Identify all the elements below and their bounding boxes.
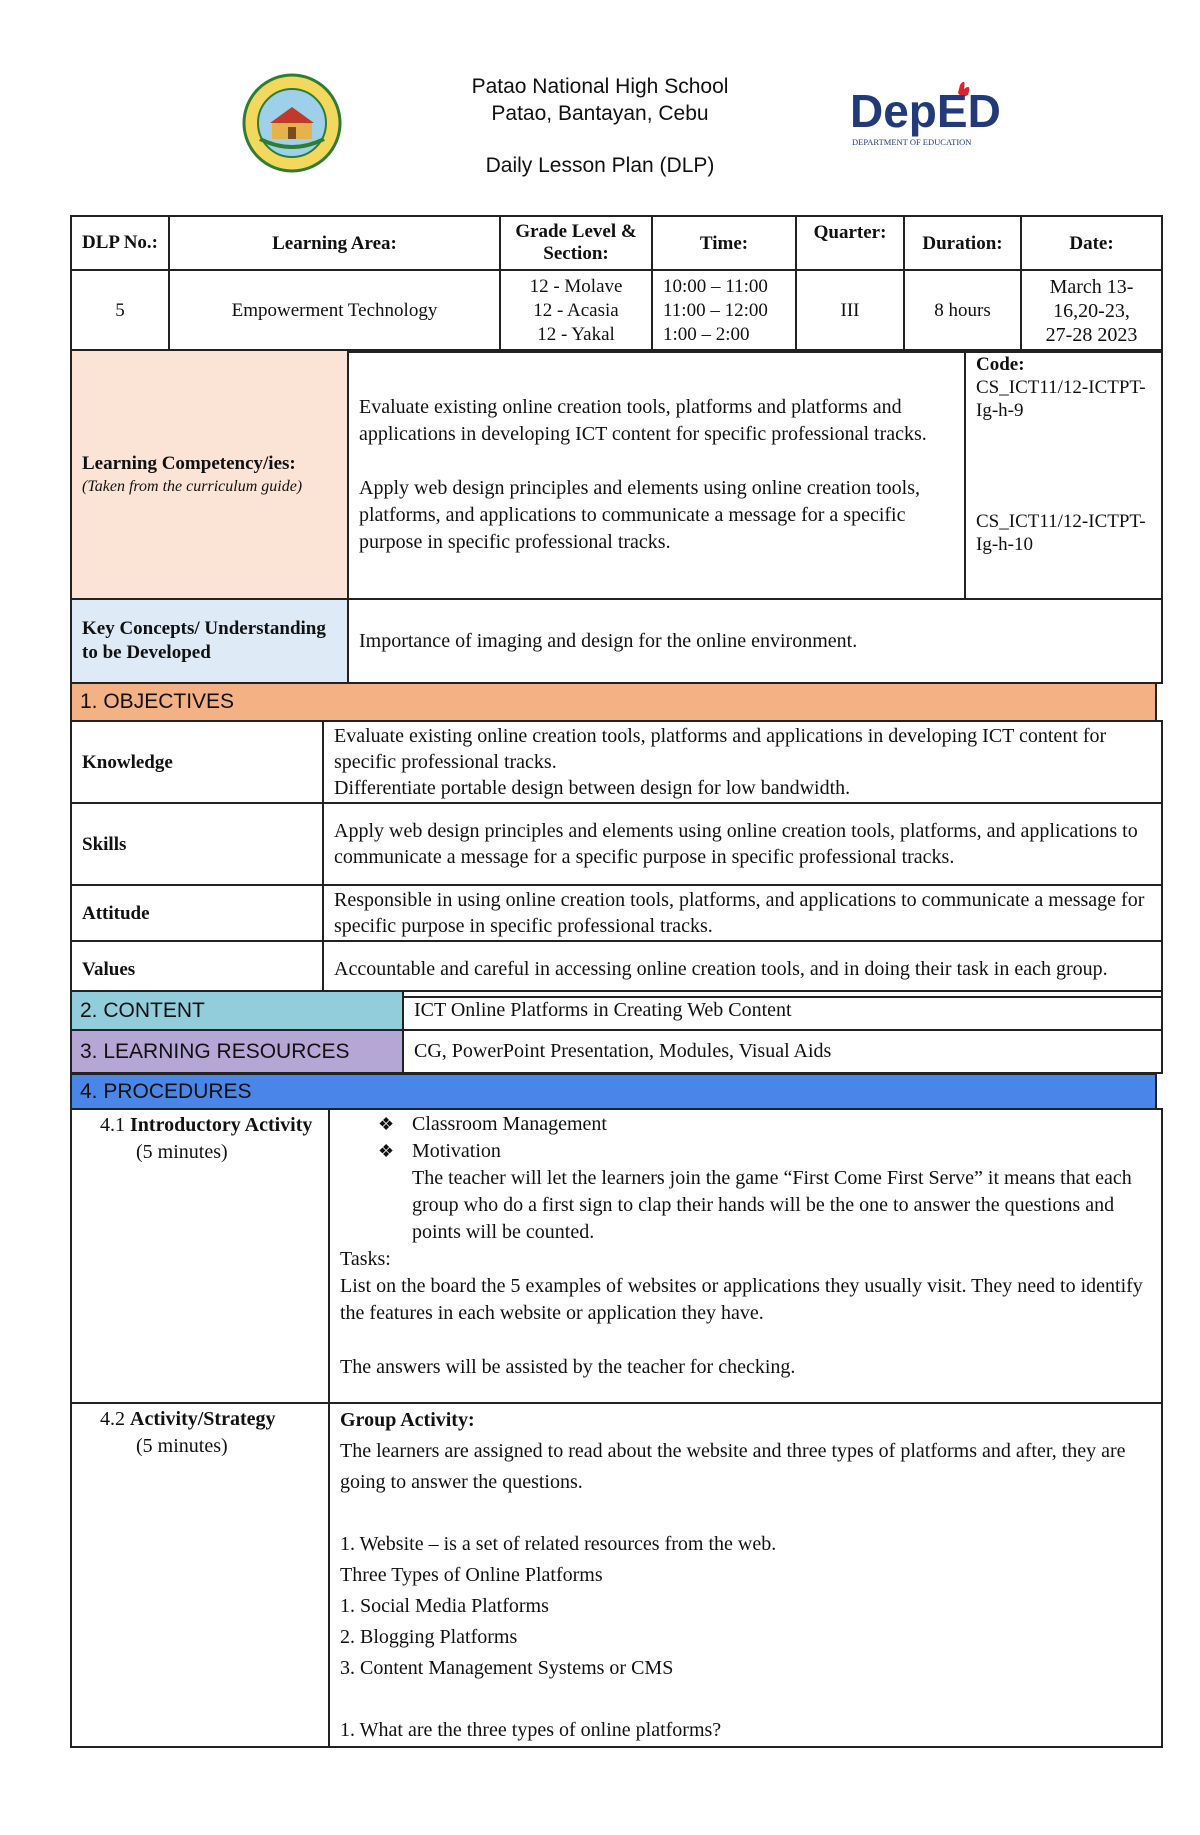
question-1: 1. What are the three types of online platforms?: [340, 1719, 722, 1741]
objective-text-knowledge: [323, 721, 1162, 803]
competency-label: Learning Competency/ies:: [82, 452, 296, 474]
website-definition: 1. Website – is a set of related resources from the web.: [340, 1533, 777, 1555]
answers-text: The answers will be assisted by the teacher for checking.: [340, 1356, 796, 1378]
header-time: Time:: [652, 216, 796, 270]
platform-types-title: Three Types of Online Platforms: [340, 1564, 603, 1586]
activity-label: Activity/Strategy: [130, 1408, 276, 1430]
school-seal-logo: [242, 73, 342, 173]
deped-logo: [848, 75, 1013, 155]
activity-content-cell: [329, 1403, 1162, 1747]
intro-label: Introductory Activity: [130, 1114, 313, 1136]
platform-type-item: 1. Social Media Platforms: [340, 1595, 549, 1617]
diamond-bullet-icon: ❖: [378, 1114, 395, 1134]
header-dlp-no: DLP No.:: [71, 216, 169, 270]
dates-cell: [1021, 270, 1162, 352]
learning-area-value: Empowerment Technology: [169, 270, 500, 352]
header-learning-area: Learning Area:: [169, 216, 500, 270]
lesson-info-table: [70, 215, 1163, 353]
time-item: 10:00 – 11:00: [663, 276, 768, 297]
time-item: 11:00 – 12:00: [663, 300, 768, 321]
bullet-text: Motivation: [412, 1140, 501, 1162]
quarter-value: III: [796, 270, 904, 352]
tasks-text: List on the board the 5 examples of websites or applications they usually visit. They need to identify the features in each website or application they have.: [340, 1275, 1143, 1324]
dlp-number: 5: [71, 270, 169, 352]
intro-bullets: [340, 1111, 1151, 1246]
date-item: 27-28 2023: [1045, 324, 1138, 346]
bullet-motivation: [340, 1138, 1151, 1165]
objectives-title: 1. OBJECTIVES: [80, 690, 235, 713]
tasks-label: Tasks:: [340, 1248, 391, 1270]
competency-text-cell: [348, 350, 965, 599]
code-1: CS_ICT11/12-ICTPT-Ig-h-9: [976, 377, 1146, 421]
procedures-table: [70, 1108, 1163, 1748]
objective-text-skills: Apply web design principles and elements using online creation tools, platforms, and applications to communicate a message for a specific purpose in specific professional tracks.: [323, 803, 1162, 885]
date-item: March 13-: [1049, 276, 1134, 298]
intro-minutes: (5 minutes): [136, 1141, 228, 1163]
duration-value: 8 hours: [904, 270, 1021, 352]
objective-label-attitude: Attitude: [71, 885, 323, 941]
section-item: 12 - Molave: [529, 276, 623, 297]
times-cell: [652, 270, 796, 352]
objective-text: Evaluate existing online creation tools, platforms and applications in developing ICT content for specific professional tracks.: [334, 725, 1107, 773]
content-table: [70, 990, 1163, 1074]
objectives-table: [70, 720, 1163, 998]
objective-label-skills: Skills: [71, 803, 323, 885]
section-item: 12 - Yakal: [537, 324, 615, 345]
key-concepts-label: Key Concepts/ Understanding to be Developed: [71, 599, 348, 683]
time-item: 1:00 – 2:00: [663, 324, 750, 345]
motivation-text-content: The teacher will let the learners join the game “First Come First Serve” it means that each group who do a first sign to clap their hands will be the one to answer the questions and points will be counted.: [412, 1167, 1132, 1243]
content-title: 2. CONTENT: [71, 991, 403, 1030]
objective-text-2: Differentiate portable design between design for low bandwidth.: [334, 777, 851, 799]
document-header: [0, 0, 1200, 210]
header-duration: Duration:: [904, 216, 1021, 270]
bullet-classroom-management: [340, 1111, 1151, 1138]
key-concepts-text: Importance of imaging and design for the online environment.: [348, 599, 1162, 683]
activity-num: 4.2: [100, 1408, 125, 1430]
intro-content-cell: [329, 1109, 1162, 1403]
sections-cell: [500, 270, 652, 352]
competency-text-2: Apply web design principles and elements using online creation tools, platforms, and applications to communicate a message for a specific purpose in specific professional tracks.: [359, 476, 920, 553]
document-title: Daily Lesson Plan (DLP): [485, 154, 715, 177]
svg-text:DEPARTMENT OF EDUCATION: DEPARTMENT OF EDUCATION: [852, 137, 972, 147]
competency-sublabel: (Taken from the curriculum guide): [82, 477, 303, 495]
resources-text: CG, PowerPoint Presentation, Modules, Visual Aids: [403, 1030, 1162, 1073]
section-item: 12 - Acasia: [533, 300, 619, 321]
date-item: 16,20-23,: [1053, 300, 1130, 322]
platform-type-item: 3. Content Management Systems or CMS: [340, 1657, 674, 1679]
competency-table: [70, 349, 1163, 684]
intro-num: 4.1: [100, 1114, 125, 1136]
header-grade-level: Grade Level & Section:: [500, 216, 652, 270]
activity-label-cell: [71, 1403, 329, 1747]
objective-text-values: Accountable and careful in accessing online creation tools, and in doing their task in each group.: [323, 941, 1162, 997]
resources-title: 3. LEARNING RESOURCES: [71, 1030, 403, 1073]
procedures-section-bar: [70, 1073, 1157, 1110]
group-activity-label: Group Activity:: [340, 1409, 475, 1431]
platform-type-item: 2. Blogging Platforms: [340, 1626, 518, 1648]
activity-minutes: (5 minutes): [136, 1435, 228, 1457]
intro-label-cell: [71, 1109, 329, 1403]
objectives-section-bar: [70, 682, 1157, 722]
svg-text:DepED: DepED: [850, 85, 1001, 137]
school-name: Patao National High School: [471, 75, 729, 98]
code-label: Code:: [976, 354, 1025, 375]
competency-code-cell: [965, 350, 1162, 599]
school-address: Patao, Bantayan, Cebu: [491, 102, 709, 125]
diamond-bullet-icon: ❖: [378, 1141, 395, 1161]
header-date: Date:: [1021, 216, 1162, 270]
motivation-text: [340, 1165, 1151, 1246]
competency-label-cell: [71, 350, 348, 599]
group-activity-text: The learners are assigned to read about the website and three types of platforms and after, they are going to answer the questions.: [340, 1440, 1126, 1493]
procedures-title: 4. PROCEDURES: [80, 1079, 252, 1103]
code-2: CS_ICT11/12-ICTPT-Ig-h-10: [976, 511, 1146, 555]
header-quarter: Quarter:: [796, 216, 904, 270]
content-text: ICT Online Platforms in Creating Web Content: [403, 991, 1162, 1030]
competency-text-1: Evaluate existing online creation tools, platforms and platforms and applications in developing ICT content for specific professional tracks.: [359, 395, 927, 445]
objective-text-attitude: Responsible in using online creation tools, platforms, and applications to communicate a message for specific purpose in specific professional tracks.: [323, 885, 1162, 941]
objective-label-values: Values: [71, 941, 323, 997]
objective-label-knowledge: Knowledge: [71, 721, 323, 803]
bullet-text: Classroom Management: [412, 1113, 607, 1135]
